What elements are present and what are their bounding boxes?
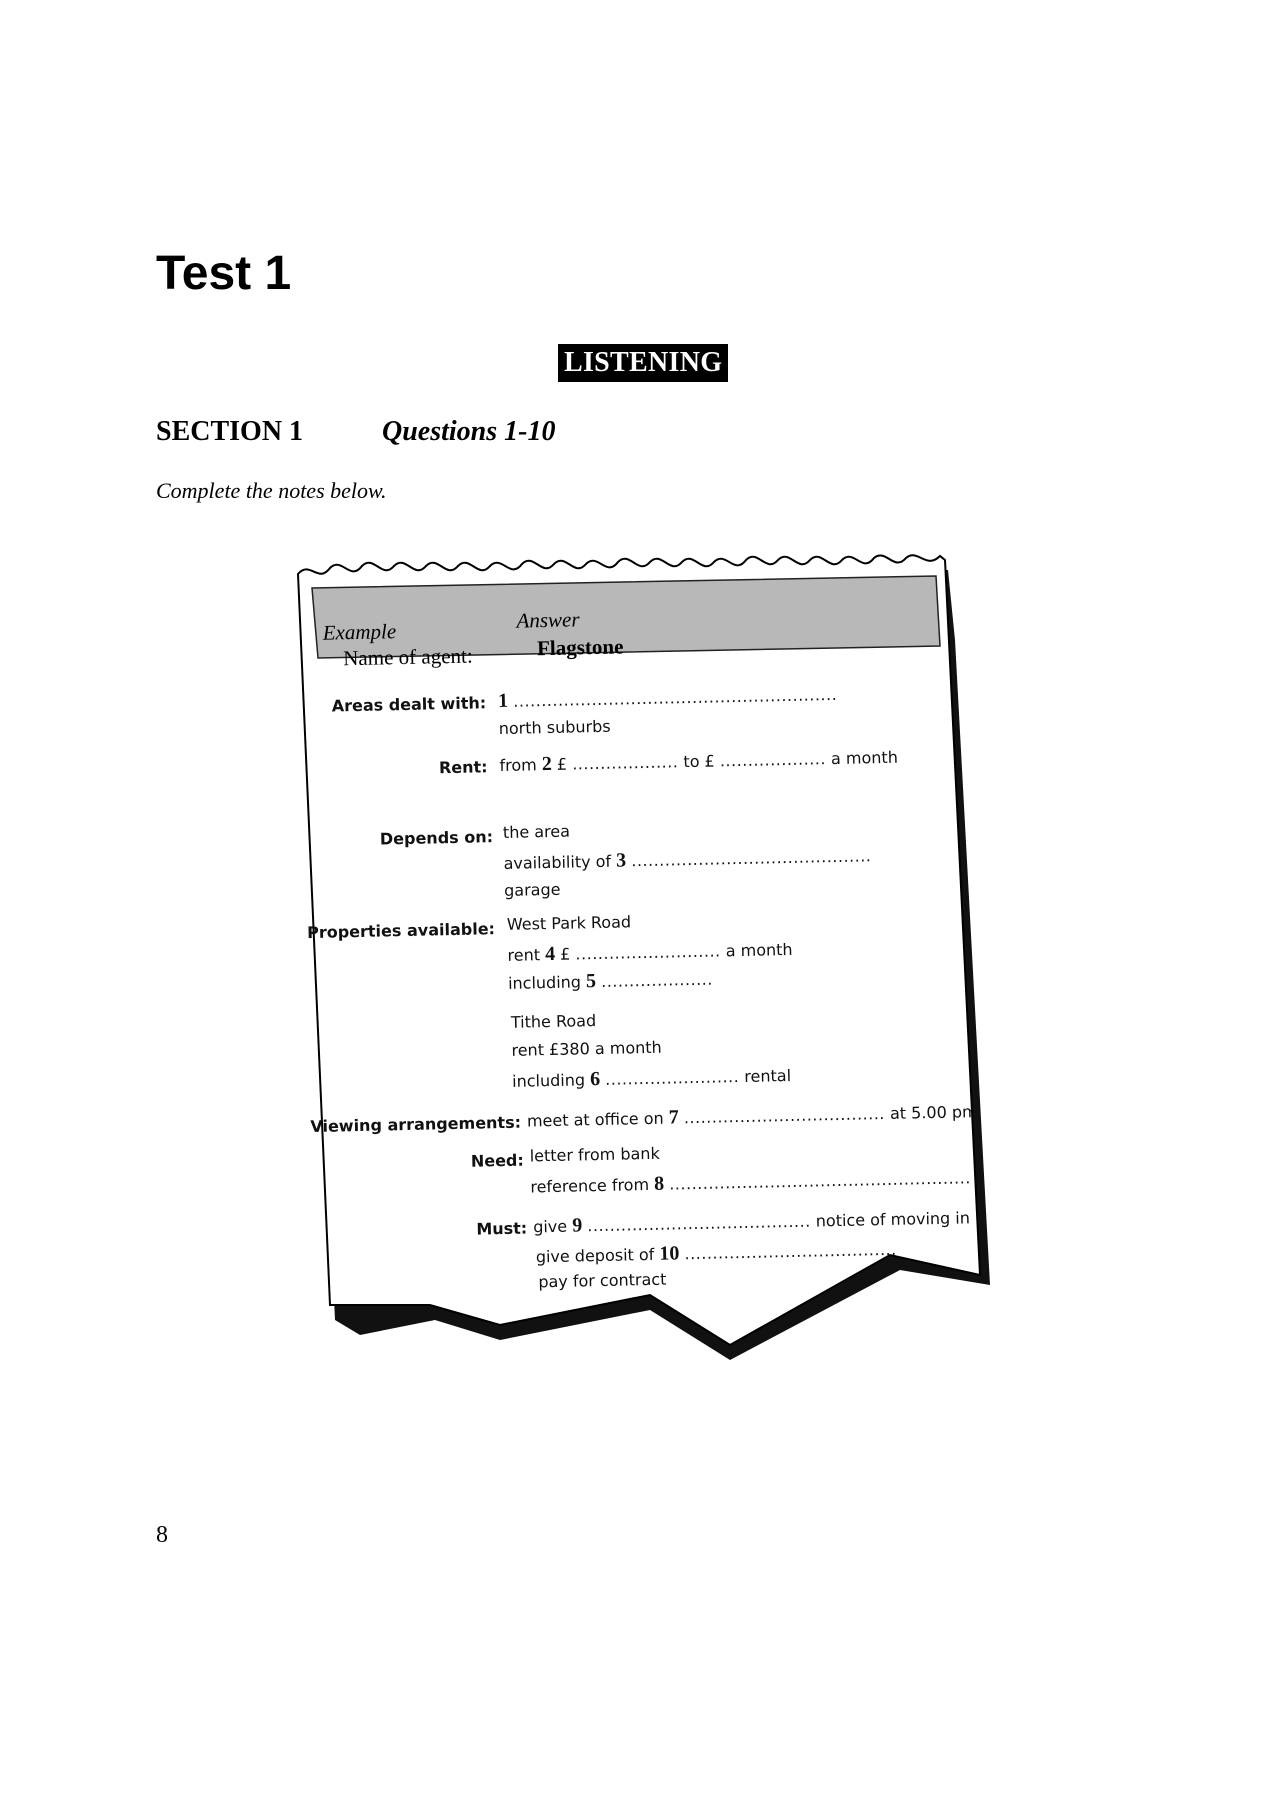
question-number-6: 6	[589, 1067, 601, 1091]
tithe-rent: rent £380 a month	[511, 1037, 662, 1060]
answer-blank-7[interactable]: ....................................	[683, 1104, 886, 1128]
depends-line1: the area	[502, 821, 571, 842]
areas-answer-line	[498, 684, 837, 711]
viewing-prefix: meet at office on	[526, 1108, 664, 1131]
tithe-incl-suffix: rental	[744, 1065, 792, 1086]
rent-label: Rent:	[438, 757, 488, 778]
must-deposit-prefix: give deposit of	[535, 1244, 655, 1267]
answer-blank-10[interactable]: ......................................	[684, 1239, 897, 1264]
west-park-rent	[507, 939, 792, 965]
answer-blank-4[interactable]: ..........................	[575, 941, 721, 964]
question-number-8: 8	[653, 1172, 665, 1195]
question-number-2: 2	[541, 752, 553, 776]
must-line3: pay for contract	[538, 1269, 667, 1292]
west-park-including	[508, 969, 713, 993]
rent-suffix: a month	[830, 747, 899, 769]
rent-from: from	[499, 755, 537, 776]
tithe-name: Tithe Road	[510, 1011, 597, 1032]
answer-blank-1[interactable]: ..........................................................	[513, 684, 838, 711]
answer-blank-2b[interactable]: ...................	[719, 749, 827, 771]
must-label: Must:	[476, 1218, 528, 1239]
question-number-7: 7	[668, 1106, 679, 1129]
viewing-label: Viewing arrangements:	[310, 1112, 522, 1137]
need-prefix: reference from	[530, 1174, 650, 1197]
listening-badge: LISTENING	[558, 344, 728, 382]
question-number-9: 9	[571, 1214, 583, 1237]
must-line2	[536, 1239, 897, 1267]
answer-blank-3[interactable]: ...........................................	[631, 846, 872, 871]
answer-label: Answer	[516, 607, 580, 633]
west-park-pound: £	[559, 944, 571, 964]
viewing-line	[527, 1101, 978, 1130]
section-label: SECTION 1	[156, 416, 304, 447]
answer-blank-9[interactable]: ........................................	[587, 1211, 811, 1236]
tithe-incl-prefix: including	[511, 1070, 586, 1091]
west-park-rent-prefix: rent	[507, 945, 541, 965]
answer-blank-6[interactable]: ........................	[604, 1067, 740, 1089]
example-field: Name of agent:	[342, 643, 473, 671]
west-park-incl-prefix: including	[507, 972, 582, 993]
west-park-rent-suffix: a month	[725, 939, 793, 961]
example-answer: Flagstone	[536, 634, 624, 661]
test-title: Test 1	[156, 247, 292, 300]
depends-prefix: availability of	[503, 851, 612, 873]
depends-line2	[503, 845, 871, 873]
depends-line3: garage	[503, 879, 561, 900]
need-line1: letter from bank	[529, 1143, 660, 1166]
tithe-including	[512, 1065, 791, 1091]
example-label: Example	[322, 619, 397, 645]
page-number: 8	[156, 1522, 168, 1548]
need-line2	[530, 1167, 971, 1196]
areas-label: Areas dealt with:	[331, 693, 487, 716]
need-label: Need:	[470, 1150, 524, 1171]
properties-label: Properties available:	[306, 919, 496, 943]
notes-sheet	[290, 550, 1000, 1380]
question-number-5: 5	[585, 970, 597, 993]
west-park-name: West Park Road	[506, 912, 632, 934]
instruction-text: Complete the notes below.	[156, 478, 387, 503]
rent-to: to £	[683, 751, 715, 772]
must-give-prefix: give	[532, 1216, 568, 1237]
areas-line2: north suburbs	[498, 716, 611, 739]
viewing-suffix: at 5.00 pm	[889, 1102, 978, 1123]
question-number-3: 3	[615, 849, 627, 872]
question-number-1: 1	[497, 689, 509, 713]
must-suffix9: notice of moving in	[815, 1208, 971, 1231]
answer-blank-8[interactable]: ......................................................	[669, 1168, 972, 1194]
depends-label: Depends on:	[379, 827, 494, 849]
answer-blank-2a[interactable]: ...................	[572, 752, 679, 774]
questions-label: Questions 1-10	[382, 416, 556, 447]
must-line1	[533, 1207, 970, 1236]
rent-pound: £	[556, 754, 568, 774]
answer-blank-5[interactable]: ....................	[600, 969, 714, 991]
question-number-10: 10	[659, 1242, 680, 1265]
rent-line	[499, 747, 898, 775]
question-number-4: 4	[544, 942, 556, 966]
